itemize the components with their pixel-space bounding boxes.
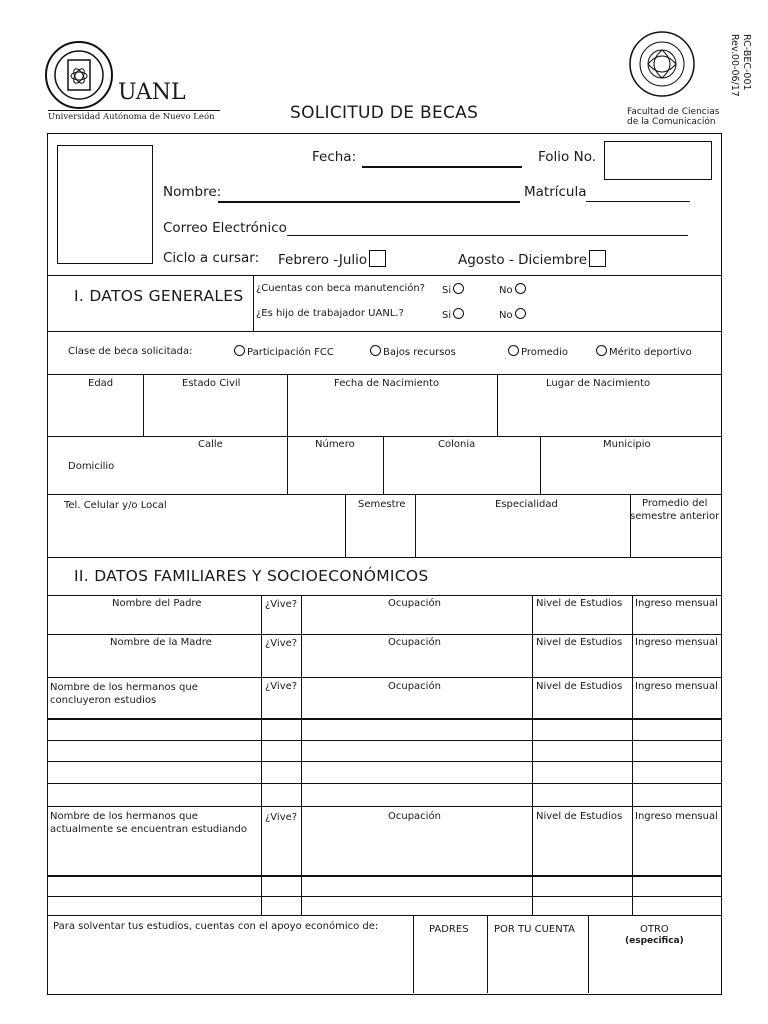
hermanos1-nivel: Nivel de Estudios (536, 681, 623, 692)
edad-label: Edad (88, 378, 114, 389)
padre-ingreso: Ingreso mensual (635, 598, 718, 609)
nombre-label: Nombre: (163, 184, 222, 200)
q-beca-manutencion: ¿Cuentas con beca manutención? (256, 283, 425, 294)
domicilio-label: Domicilio (68, 461, 115, 472)
hermanos2-nivel: Nivel de Estudios (536, 811, 623, 822)
correo-label: Correo Electrónico (163, 220, 287, 236)
faculty-line2: de la Comunicación (627, 117, 716, 127)
madre-nivel: Nivel de Estudios (536, 637, 623, 648)
datos-generales-heading: I. DATOS GENERALES (74, 287, 244, 305)
hermanos-estudiando-label-1: Nombre de los hermanos que (50, 811, 198, 822)
q2-no[interactable]: No (499, 308, 528, 322)
padre-nivel: Nivel de Estudios (536, 598, 623, 609)
matricula-label: Matrícula (524, 184, 587, 200)
faculty-line1: Facultad de Ciencias (627, 107, 720, 117)
faculty-seal-logo (628, 30, 696, 98)
q1-si[interactable]: Si (442, 283, 466, 297)
page-title: SOLICITUD DE BECAS (290, 103, 479, 123)
hermanos1-ocupacion: Ocupación (388, 681, 441, 692)
hermanos-concluyeron-label-1: Nombre de los hermanos que (50, 682, 198, 693)
hermanos-estudiando-label-2: actualmente se encuentran estudiando (50, 824, 247, 835)
apoyo-especifica: (especifica) (625, 936, 684, 946)
padre-ocupacion: Ocupación (388, 598, 441, 609)
estado-civil-label: Estado Civil (182, 378, 241, 389)
folio-field[interactable] (604, 141, 712, 180)
hermanos2-ingreso: Ingreso mensual (635, 811, 718, 822)
ago-option[interactable]: Agosto - Diciembre (458, 250, 606, 268)
madre-vive: ¿Vive? (265, 638, 298, 649)
padre-vive: ¿Vive? (265, 599, 298, 610)
matricula-field[interactable] (586, 201, 690, 202)
madre-label: Nombre de la Madre (110, 637, 212, 648)
fecha-label: Fecha: (312, 149, 357, 165)
fecha-nacimiento-label: Fecha de Nacimiento (334, 378, 440, 389)
hermanos2-ocupacion: Ocupación (388, 811, 441, 822)
hermanos1-ingreso: Ingreso mensual (635, 681, 718, 692)
q-hijo-trabajador: ¿Es hijo de trabajador UANL.? (256, 308, 404, 319)
tel-label: Tel. Celular y/o Local (64, 500, 167, 511)
promedio-label-1: Promedio del (642, 498, 708, 509)
ago-checkbox[interactable] (589, 250, 606, 267)
apoyo-padres[interactable]: PADRES (429, 924, 469, 935)
padre-label: Nombre del Padre (112, 598, 202, 609)
uanl-wordmark: UANL (118, 80, 186, 105)
clase-option-bajos[interactable]: Bajos recursos (368, 345, 456, 359)
document-code: RC-BEC-001 Rev.00-06/17 (729, 34, 752, 97)
folio-label: Folio No. (538, 149, 597, 165)
especialidad-label: Especialidad (495, 499, 558, 510)
hermanos-concluyeron-label-2: concluyeron estudios (50, 695, 157, 706)
ciclo-label: Ciclo a cursar: (163, 250, 260, 266)
feb-option[interactable]: Febrero -Julio (278, 250, 386, 268)
apoyo-otro[interactable]: OTRO (640, 924, 669, 935)
datos-familiares-heading: II. DATOS FAMILIARES Y SOCIOECONÓMICOS (74, 567, 429, 585)
q2-si[interactable]: Si (442, 308, 466, 322)
madre-ingreso: Ingreso mensual (635, 637, 718, 648)
clase-option-merito[interactable]: Mérito deportivo (594, 345, 692, 359)
uanl-seal-logo (44, 40, 114, 110)
hermanos1-vive: ¿Vive? (265, 681, 298, 692)
clase-option-participacion[interactable]: Participación FCC (232, 345, 334, 359)
correo-field[interactable] (287, 235, 688, 236)
calle-label: Calle (198, 439, 223, 450)
numero-label: Número (315, 439, 355, 450)
fecha-field[interactable] (362, 166, 522, 168)
municipio-label: Municipio (603, 439, 651, 450)
nombre-field[interactable] (218, 201, 520, 203)
madre-ocupacion: Ocupación (388, 637, 441, 648)
apoyo-label: Para solventar tus estudios, cuentas con el apoyo económico de: (53, 921, 379, 932)
semestre-label: Semestre (358, 499, 406, 510)
q1-no[interactable]: No (499, 283, 528, 297)
promedio-label-2: semestre anterior (630, 511, 720, 522)
apoyo-por-tu-cuenta[interactable]: POR TU CUENTA (494, 924, 575, 935)
hermanos2-vive: ¿Vive? (265, 812, 298, 823)
clase-option-promedio[interactable]: Promedio (506, 345, 568, 359)
university-name: Universidad Autónoma de Nuevo León (48, 112, 215, 122)
clase-beca-label: Clase de beca solicitada: (68, 346, 193, 357)
colonia-label: Colonia (438, 439, 476, 450)
lugar-nacimiento-label: Lugar de Nacimiento (546, 378, 651, 389)
feb-checkbox[interactable] (369, 250, 386, 267)
photo-box[interactable] (57, 145, 153, 264)
